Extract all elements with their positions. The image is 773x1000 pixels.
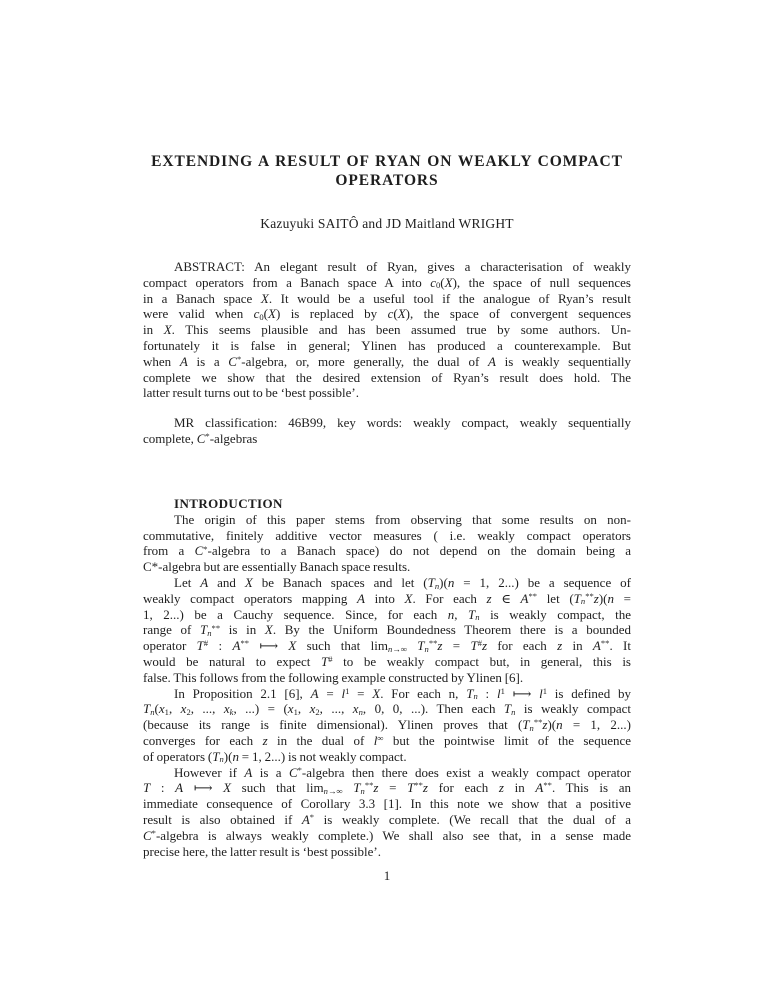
text-line: operator T# : A** ⟼ X such that $\lim_{n\to\infty} T_n^{**}z = T^{\#}z$ for each z in A**. It <box>143 638 631 654</box>
text-line: $T_n(x_1$, $x_2$, ..., $x_k$, ...) = ($x_1$, $x_2$, ..., $x_n$, 0, 0, ...). Then each $T_n$ is weakly compact <box>143 701 632 717</box>
text-line: in X. This seems plausible and has been assumed true by some authors. Un- <box>143 322 631 338</box>
abstract-paragraph <box>143 259 631 401</box>
text-line: OPERATORS <box>335 172 439 189</box>
text-line: false. This follows from the following example constructed by Ylinen [6]. <box>143 669 524 685</box>
text-line: complete we show that the desired extension of Ryan’s result does hold. The <box>143 369 631 385</box>
text-line: 1, 2...) be a Cauchy sequence. Since, for each n, $T_n$ is weakly compact, the <box>143 606 631 623</box>
text-line: latter result turns out to be ‘best possible’. <box>143 385 359 401</box>
text-line: complete, C*-algebras <box>143 430 258 446</box>
paper-title <box>143 152 631 190</box>
text-line: immediate consequence of Corollary 3.3 [1]. In this note we show that a positive <box>143 796 631 812</box>
paragraph <box>143 575 631 686</box>
text-line: result is also obtained if A* is weakly complete. (We recall that the dual of a <box>143 811 632 827</box>
text-line: (because its range is finite dimensional). Ylinen proves that $(T_n^{**}z)(n = 1$, 2...) <box>143 717 631 733</box>
text-line: converges for each z in the dual of l∞ but the pointwise limit of the sequence <box>143 732 632 748</box>
text-line: from a C*-algebra to a Banach space) do not depend on the domain being a <box>143 543 631 559</box>
introduction-section <box>143 496 631 859</box>
text-line: when A is a C*-algebra, or, more generally, the dual of A is weakly sequentially <box>143 353 631 369</box>
text-line: The origin of this paper stems from observing that some results on non- <box>174 511 631 527</box>
text-line: MR classification: 46B99, key words: weakly compact, weakly sequentially <box>174 415 631 430</box>
text-line: ABSTRACT: An elegant result of Ryan, gives a characterisation of weakly <box>174 259 631 274</box>
text-line: In Proposition 2.1 [6], $A = l^1 = X$. For each n, $T_n$ : $l^1$ ⟼ $l^1$ is defined by <box>174 685 631 702</box>
text-line: Let A and X be Banach spaces and let $(T_n)(n = 1$, 2...) be a sequence of <box>174 574 631 591</box>
text-line: However if A is a C*-algebra then there does exist a weakly compact operator <box>174 764 631 780</box>
introduction-body <box>143 512 631 860</box>
page-number: 1 <box>383 868 391 883</box>
mr-classification <box>143 415 631 447</box>
text-line: weakly compact operators mapping A into X. For each z ∈ A** let $(T_n^{**}z)(n$ = <box>143 590 631 607</box>
text-line: in a Banach space X. It would be a useful tool if the analogue of Ryan’s result <box>143 290 631 306</box>
text-line: EXTENDING A RESULT OF RYAN ON WEAKLY COMPACT <box>151 153 623 170</box>
text-line: commutative, finitely additive vector measures ( i.e. weakly compact operators <box>143 527 631 543</box>
text-line: of operators $(T_n)(n = 1$, 2...) is not weakly compact. <box>143 748 407 765</box>
text-line: fortunately it is false in general; Ylinen has produced a counterexample. But <box>143 337 631 353</box>
text-line: C*-algebra but are essentially Banach space results. <box>143 559 411 575</box>
section-heading-introduction: INTRODUCTION <box>174 496 283 511</box>
authors-line: Kazuyuki SAITÔ and JD Maitland WRIGHT <box>260 216 514 231</box>
text-line: T : A ⟼ X such that $\lim_{n\to\infty} T_n^{**}z = T^{**}z$ for each z in A**. This is an <box>143 780 631 796</box>
paragraph <box>143 512 631 575</box>
text-line: were valid when $c_0(X)$ is replaced by c(X), the space of convergent sequences <box>143 306 632 322</box>
text-line: would be natural to expect T# to be weakly compact but, in general, this is <box>143 653 631 669</box>
text-line: C*-algebra is always weakly complete.) We shall also see that, in a sense made <box>143 827 631 843</box>
paragraph <box>143 686 631 765</box>
text-line: compact operators from a Banach space A into $c_0(X)$, the space of null sequences <box>143 274 631 291</box>
text-line: precise here, the latter result is ‘best possible’. <box>143 843 381 859</box>
paragraph <box>143 765 631 860</box>
text-line: range of $T_n^{**}$ is in X. By the Uniform Boundedness Theorem there is a bounded <box>143 622 631 638</box>
